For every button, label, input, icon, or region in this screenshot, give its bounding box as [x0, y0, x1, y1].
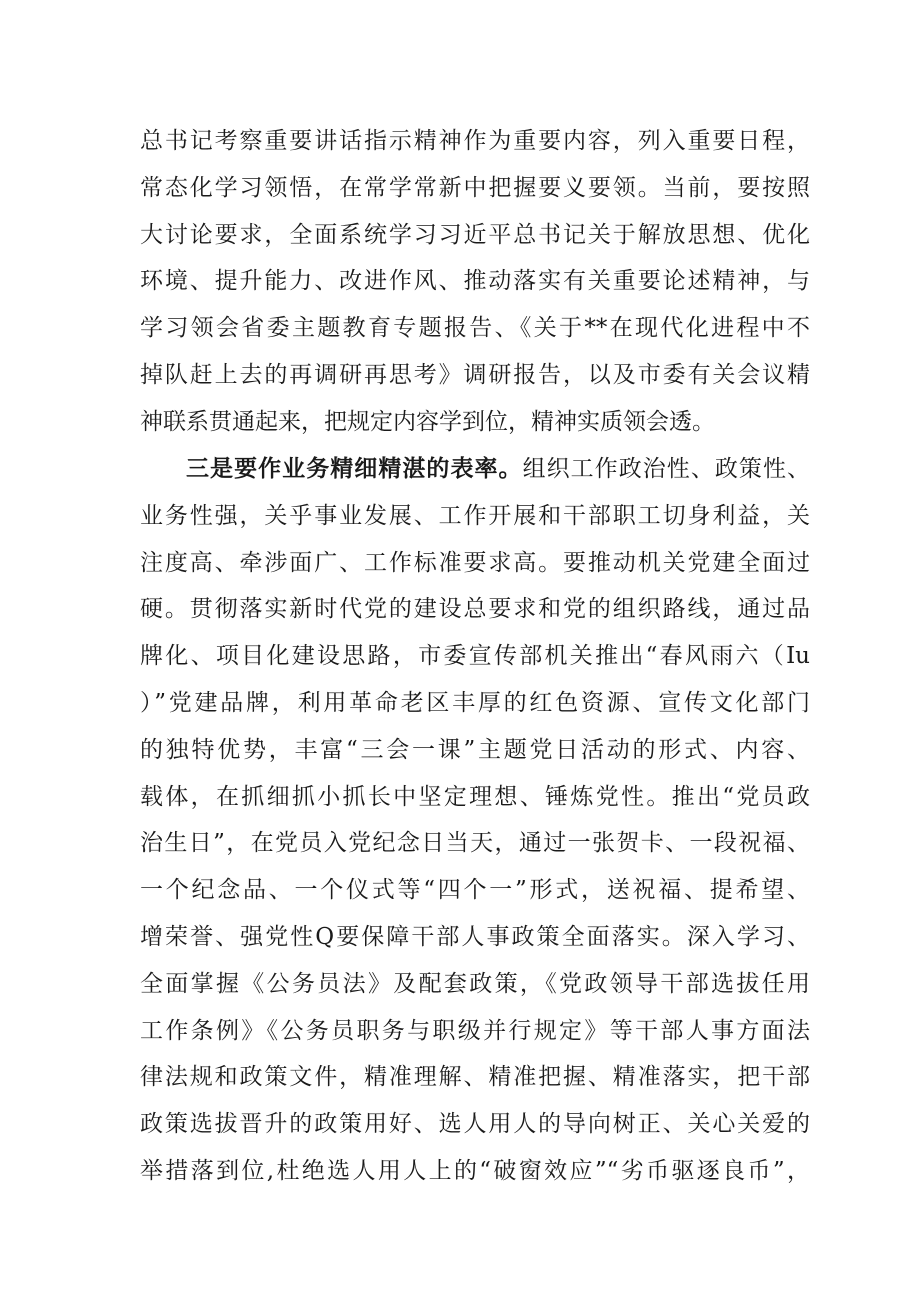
- text-line: 硬。贯彻落实新时代党的建设总要求和党的组织路线，通过品: [140, 596, 810, 623]
- text-line: 总书记考察重要讲话指示精神作为重要内容，列入重要日程，: [140, 128, 810, 154]
- text-line: 一个纪念品、一个仪式等“四个一”形式，送祝福、提希望、: [140, 877, 810, 904]
- text-line: 增荣誉、强党性Q要保障干部人事政策全面落实。深入学习、: [140, 923, 810, 950]
- text-line: 环境、提升能力、改进作风、推动落实有关重要论述精神，与: [140, 268, 810, 295]
- text-line: 全面掌握《公务员法》及配套政策，《党政领导干部选拔任用: [140, 970, 810, 997]
- text-line: 载体，在抓细抓小抓长中坚定理想、锤炼党性。推出“党员政: [140, 783, 810, 810]
- text-line: 注度高、牵涉面广、工作标准要求高。要推动机关党建全面过: [140, 549, 810, 576]
- paragraph-2: [140, 446, 810, 1195]
- text-line: 常态化学习领悟，在常学常新中把握要义要领。当前，要按照: [140, 174, 810, 201]
- text-line: 的独特优势，丰富“三会一课”主题党日活动的形式、内容、: [140, 736, 810, 763]
- text-line: 律法规和政策文件，精准理解、精准把握、精准落实，把干部: [140, 1064, 810, 1091]
- text-line: 举措落到位,杜绝选人用人上的“破窗效应”“劣币驱逐良币”，: [140, 1157, 810, 1184]
- text-line: 业务性强，关乎事业发展、工作开展和干部职工切身利益，关: [140, 502, 810, 529]
- text-line: ）”党建品牌，利用革命老区丰厚的红色资源、宣传文化部门: [140, 689, 810, 716]
- text-line: 政策选拔晋升的政策用好、选人用人的导向树正、关心关爱的: [140, 1111, 810, 1138]
- paragraph-first-line: [140, 446, 810, 493]
- text-line: 大讨论要求，全面系统学习习近平总书记关于解放思想、优化: [140, 221, 810, 248]
- text-line: 学习领会省委主题教育专题报告、《关于**在现代化进程中不: [140, 315, 810, 342]
- paragraph-heading: 三是要作业务精细精湛的表率。: [186, 455, 523, 482]
- text-line: 治生日”，在党员入党纪念日当天，通过一张贺卡、一段祝福、: [140, 830, 810, 857]
- text-line: 掉队赶上去的再调研再思考》调研报告，以及市委有关会议精: [140, 361, 810, 388]
- text-line: 工作条例》《公务员职务与职级并行规定》等干部人事方面法: [140, 1017, 810, 1044]
- paragraph-1: [140, 118, 810, 446]
- heading-line-text: 组织工作政治性、政策性、: [522, 456, 811, 482]
- text-line: 牌化、项目化建设思路，市委宣传部机关推出“春风雨六（Iu: [140, 643, 810, 670]
- text-line: 神联系贯通起来，把规定内容学到位，精神实质领会透。: [140, 408, 715, 435]
